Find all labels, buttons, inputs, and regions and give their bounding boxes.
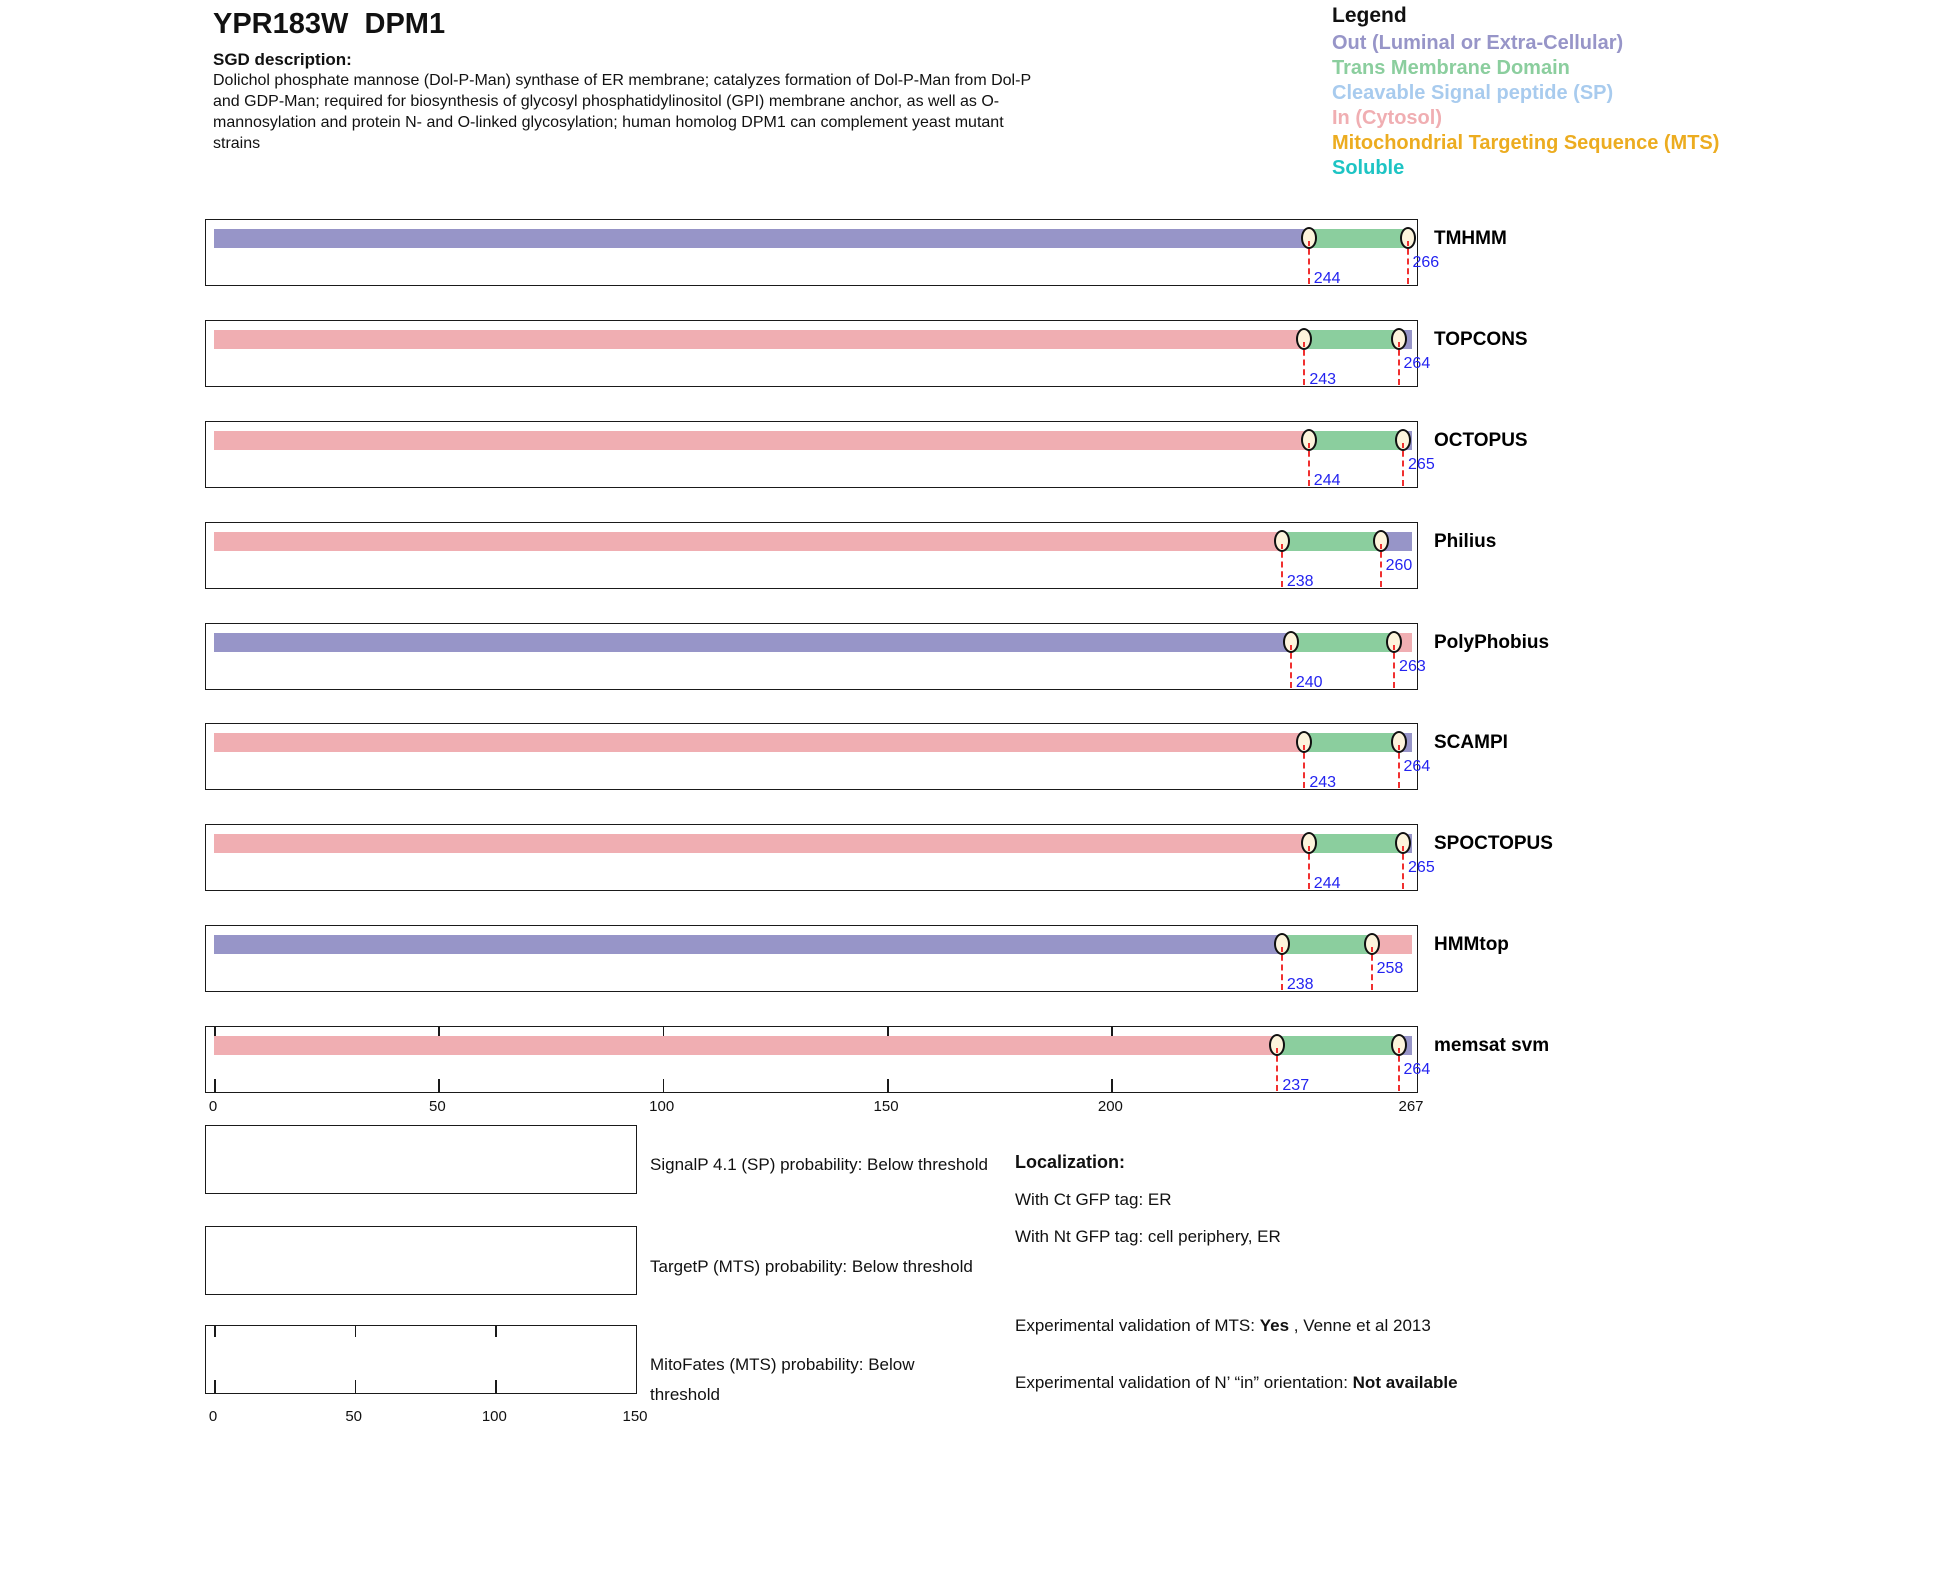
- segment-in: [214, 733, 1304, 752]
- localization-title: Localization:: [1015, 1152, 1126, 1172]
- boundary-position-label: 258: [1376, 960, 1404, 977]
- boundary-marker-icon: [1301, 227, 1317, 249]
- boundary-position-label: 237: [1282, 1077, 1310, 1094]
- legend-item-tm: Trans Membrane Domain: [1332, 57, 1570, 79]
- track-row: [205, 522, 1497, 590]
- page-title: YPR183W DPM1: [213, 8, 446, 40]
- boundary-position-label: 266: [1412, 254, 1440, 271]
- track-row: [205, 824, 1553, 892]
- probability-axis-tick-label: 100: [481, 1408, 507, 1425]
- residue-axis-tick-label: 267: [1398, 1098, 1424, 1115]
- sgd-description-text: Dolichol phosphate mannose (Dol-P-Man) synthase of ER membrane; catalyzes formation of Dol-P-Man from Dol-P and GDP-Man; required for biosynthesis of glycosyl phosphatidylinositol (GPI) membrane anchor, as well as O-mannosylation and protein N- and O-linked glycosylation; human homolog DPM1 can complement yeast mutant strains: [213, 72, 1031, 152]
- segment-tm: [1309, 431, 1403, 450]
- residue-axis-tick-label: 50: [429, 1098, 446, 1115]
- localization-line: With Ct GFP tag: ER: [1015, 1190, 1172, 1209]
- probability-plot-label: MitoFates (MTS) probability: Below threshold: [650, 1355, 915, 1404]
- orientation-validation-line: [1015, 1369, 1505, 1397]
- track-label: Philius: [1434, 531, 1497, 552]
- segment-tm: [1291, 633, 1394, 652]
- track-label: memsat svm: [1434, 1035, 1550, 1056]
- boundary-position-label: 244: [1313, 472, 1341, 489]
- orientation-validation-value: Not available: [1352, 1373, 1458, 1392]
- sgd-description-label: SGD description:: [213, 50, 352, 69]
- residue-axis-tick-label: 0: [208, 1098, 218, 1115]
- legend-item-mts: Mitochondrial Targeting Sequence (MTS): [1332, 132, 1720, 154]
- track-plot-box: [205, 421, 1435, 489]
- axis-tick: [1111, 1079, 1113, 1092]
- legend-item-sp: Cleavable Signal peptide (SP): [1332, 82, 1614, 104]
- boundary-position-label: 265: [1408, 456, 1435, 473]
- boundary-position-label: 260: [1385, 557, 1413, 574]
- track-plot-box: [205, 522, 1418, 589]
- track-label: PolyPhobius: [1434, 632, 1550, 653]
- segment-tm: [1309, 229, 1408, 248]
- axis-tick: [495, 1380, 497, 1393]
- residue-axis-tick-label: 100: [649, 1098, 675, 1115]
- boundary-position-label: 264: [1403, 1061, 1431, 1078]
- axis-tick: [214, 1326, 216, 1337]
- mts-validation-prefix: Experimental validation of MTS:: [1015, 1316, 1260, 1335]
- legend-item-in: In (Cytosol): [1332, 107, 1442, 129]
- track-plot-box: [205, 219, 1440, 287]
- legend-item-out: Out (Luminal or Extra-Cellular): [1332, 32, 1624, 54]
- axis-tick: [214, 1079, 216, 1092]
- localization-line: With Nt GFP tag: cell periphery, ER: [1015, 1227, 1281, 1246]
- boundary-position-label: 265: [1408, 859, 1435, 876]
- mts-validation-suffix: , Venne et al 2013: [1289, 1316, 1431, 1335]
- legend-title: Legend: [1332, 4, 1407, 27]
- boundary-marker-icon: [1274, 530, 1290, 552]
- probability-axis-tick-label: 0: [208, 1408, 218, 1425]
- localization-lines: [1015, 1190, 1281, 1247]
- boundary-marker-icon: [1391, 1034, 1407, 1056]
- track-plot-box: [205, 1026, 1431, 1094]
- boundary-position-label: 264: [1403, 758, 1431, 775]
- track-plot-box: [205, 623, 1426, 691]
- boundary-position-label: 244: [1313, 270, 1341, 287]
- track-row: [205, 623, 1550, 691]
- boundary-position-label: 243: [1309, 774, 1337, 791]
- track-row: [205, 1026, 1550, 1094]
- axis-tick: [887, 1079, 889, 1092]
- track-row: [205, 421, 1528, 489]
- boundary-marker-icon: [1274, 933, 1290, 955]
- axis-tick: [438, 1079, 440, 1092]
- boundary-marker-icon: [1395, 832, 1411, 854]
- segment-tm: [1282, 935, 1372, 954]
- mts-validation-line: [1015, 1312, 1505, 1340]
- legend: [1332, 4, 1719, 181]
- residue-axis-tick-label: 200: [1097, 1098, 1123, 1115]
- boundary-marker-icon: [1364, 933, 1380, 955]
- segment-tm: [1309, 834, 1403, 853]
- boundary-marker-icon: [1395, 429, 1411, 451]
- track-row: [205, 925, 1509, 993]
- track-row: [205, 320, 1528, 388]
- axis-tick: [355, 1380, 357, 1393]
- boundary-marker-icon: [1373, 530, 1389, 552]
- boundary-marker-icon: [1400, 227, 1416, 249]
- track-row: [205, 219, 1507, 287]
- boundary-position-label: 264: [1403, 355, 1431, 372]
- localization-block: [1015, 1152, 1281, 1264]
- probability-plot-label: SignalP 4.1 (SP) probability: Below threshold: [650, 1155, 988, 1174]
- segment-in: [214, 1036, 1277, 1055]
- orientation-validation-prefix: Experimental validation of N’ “in” orientation:: [1015, 1373, 1353, 1392]
- track-plot-box: [205, 925, 1418, 992]
- axis-tick: [355, 1326, 357, 1337]
- boundary-marker-icon: [1301, 832, 1317, 854]
- boundary-marker-icon: [1283, 631, 1299, 653]
- legend-item-soluble: Soluble: [1332, 157, 1405, 179]
- axis-tick: [663, 1079, 665, 1092]
- segment-tm: [1282, 532, 1381, 551]
- segment-in: [214, 330, 1304, 349]
- track-label: HMMtop: [1434, 934, 1509, 955]
- track-label: TMHMM: [1434, 228, 1507, 249]
- residue-axis-tick-label: 150: [873, 1098, 899, 1115]
- boundary-marker-icon: [1391, 731, 1407, 753]
- boundary-marker-icon: [1386, 631, 1402, 653]
- axis-tick: [495, 1326, 497, 1337]
- track-label: SPOCTOPUS: [1434, 833, 1553, 854]
- boundary-position-label: 244: [1313, 875, 1341, 892]
- boundary-position-label: 240: [1295, 674, 1323, 691]
- segment-tm: [1277, 1036, 1398, 1055]
- track-label: SCAMPI: [1434, 732, 1508, 753]
- track-row: [205, 723, 1508, 791]
- segment-out: [214, 229, 1309, 248]
- axis-tick: [214, 1380, 216, 1393]
- segment-in: [214, 532, 1282, 551]
- probability-plot-box: [205, 1325, 637, 1394]
- segment-tm: [1304, 330, 1398, 349]
- segment-out: [214, 935, 1282, 954]
- segment-out: [214, 633, 1291, 652]
- boundary-position-label: 238: [1286, 573, 1314, 590]
- segment-in: [214, 834, 1309, 853]
- boundary-marker-icon: [1391, 328, 1407, 350]
- probability-plot-box: [205, 1226, 637, 1295]
- segment-tm: [1304, 733, 1398, 752]
- boundary-marker-icon: [1301, 429, 1317, 451]
- validation-block: [1015, 1312, 1505, 1397]
- track-label: TOPCONS: [1434, 329, 1528, 350]
- boundary-position-label: 243: [1309, 371, 1337, 388]
- probability-axis-tick-label: 150: [622, 1408, 648, 1425]
- track-plot-box: [205, 824, 1435, 892]
- boundary-position-label: 263: [1399, 658, 1426, 675]
- track-label: OCTOPUS: [1434, 430, 1528, 451]
- legend-items: [1332, 31, 1719, 181]
- probability-plot-label: TargetP (MTS) probability: Below threshold: [650, 1257, 973, 1276]
- probability-plot-box: [205, 1125, 637, 1194]
- segment-in: [214, 431, 1309, 450]
- mts-validation-value: Yes: [1259, 1316, 1290, 1335]
- track-plot-box: [205, 723, 1431, 791]
- probability-axis-tick-label: 50: [345, 1408, 362, 1425]
- boundary-position-label: 238: [1286, 976, 1314, 993]
- track-plot-box: [205, 320, 1431, 388]
